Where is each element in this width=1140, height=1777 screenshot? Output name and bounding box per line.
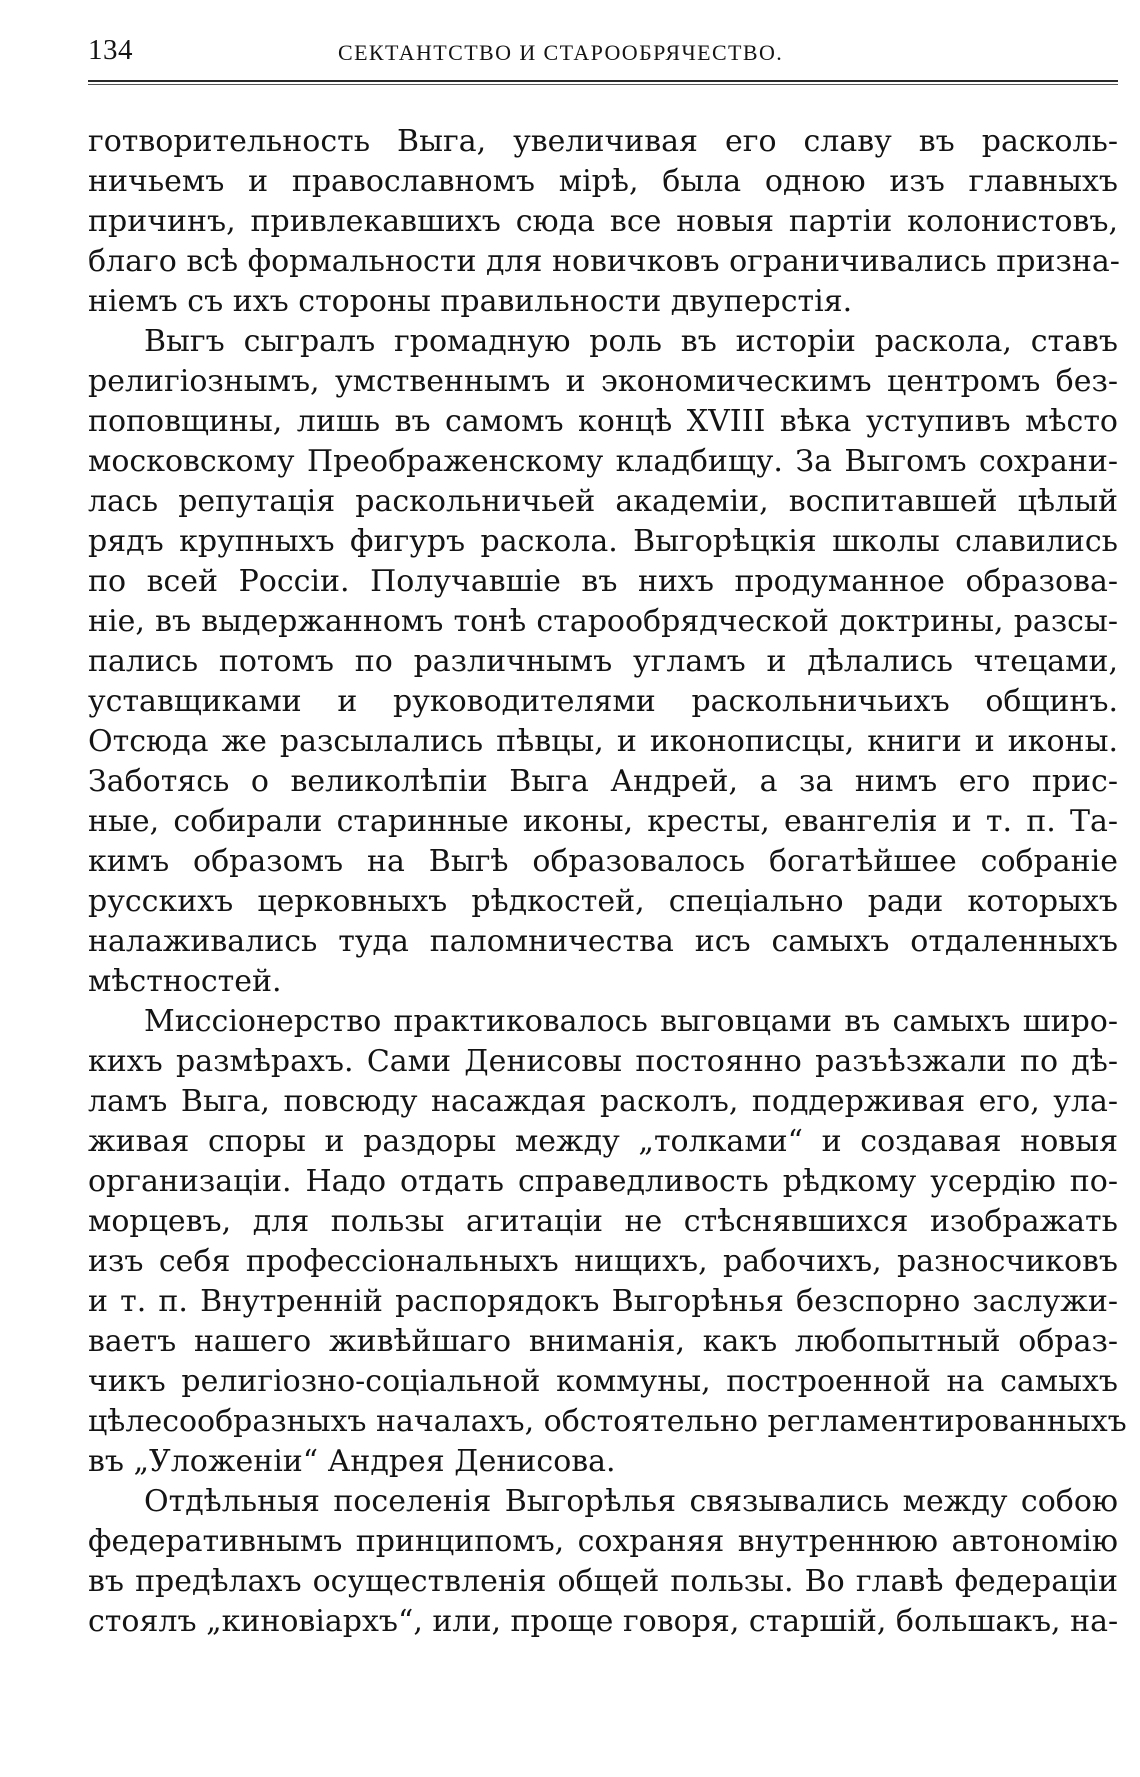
text-line: уставщиками и руководителями раскольничьихъ общинъ. bbox=[88, 684, 1118, 719]
text-line: по всей Россіи. Получавшіе въ нихъ продуманное образова- bbox=[88, 564, 1118, 599]
text-line: федеративнымъ принципомъ, сохраняя внутреннюю автономію bbox=[88, 1524, 1118, 1559]
page-header bbox=[88, 28, 1118, 76]
text-line: пались потомъ по различнымъ угламъ и дѣлались чтецами, bbox=[88, 644, 1118, 679]
text-line: ламъ Выга, повсюду насаждая расколъ, поддерживая его, ула- bbox=[88, 1084, 1118, 1119]
text-line: мѣстностей. bbox=[88, 964, 282, 999]
book-page bbox=[88, 28, 1127, 1639]
text-line: въ предѣлахъ осуществленія общей пользы. Во главѣ федераціи bbox=[88, 1564, 1118, 1599]
header-rule-thin bbox=[88, 84, 1118, 85]
text-line: кихъ размѣрахъ. Сами Денисовы постоянно разъѣзжали по дѣ- bbox=[88, 1044, 1118, 1079]
text-line: поповщины, лишь въ самомъ концѣ XVIII вѣка уступивъ мѣсто bbox=[88, 404, 1118, 439]
text-line: Выгъ сыгралъ громадную роль въ исторіи раскола, ставъ bbox=[144, 324, 1118, 359]
text-line: благо всѣ формальности для новичковъ ограничивались призна- bbox=[88, 244, 1120, 279]
text-line: кимъ образомъ на Выгѣ образовалось богатѣйшее собраніе bbox=[88, 844, 1118, 879]
text-line: Отсюда же разсылались пѣвцы, и иконописцы, книги и иконы. bbox=[88, 724, 1118, 759]
text-line: ные, собирали старинные иконы, кресты, евангелія и т. п. Та- bbox=[88, 804, 1118, 839]
text-line: цѣлесообразныхъ началахъ, обстоятельно регламентированныхъ bbox=[88, 1404, 1127, 1439]
text-line: организаціи. Надо отдать справедливость рѣдкому усердію по- bbox=[88, 1164, 1118, 1199]
text-line: религіознымъ, умственнымъ и экономическимъ центромъ без- bbox=[88, 364, 1118, 399]
page-number: 134 bbox=[88, 34, 133, 66]
text-line: и т. п. Внутренній распорядокъ Выгорѣнья безспорно заслужи- bbox=[88, 1284, 1118, 1319]
text-line: въ „Уложеніи“ Андрея Денисова. bbox=[88, 1444, 616, 1479]
text-line: Заботясь о великолѣпіи Выга Андрей, а за нимъ его прис- bbox=[88, 764, 1118, 799]
text-line: ничьемъ и православномъ мірѣ, была одною изъ главныхъ bbox=[88, 164, 1118, 199]
text-line: ніе, въ выдержанномъ тонѣ старообрядческой доктрины, разсы- bbox=[88, 604, 1118, 639]
text-line: русскихъ церковныхъ рѣдкостей, спеціально ради которыхъ bbox=[88, 884, 1118, 919]
text-line: морцевъ, для пользы агитаціи не стѣснявшихся изображать bbox=[88, 1204, 1118, 1239]
text-line: причинъ, привлекавшихъ сюда все новыя партіи колонистовъ, bbox=[88, 204, 1118, 239]
header-rule bbox=[88, 80, 1118, 82]
text-line: изъ себя профессіональныхъ нищихъ, рабочихъ, разносчиковъ bbox=[88, 1244, 1118, 1279]
running-title: СЕКТАНТСТВО И СТАРООБРЯЧЕСТВО. bbox=[338, 40, 784, 65]
text-line: живая споры и раздоры между „толками“ и создавая новыя bbox=[88, 1124, 1118, 1159]
text-line: лась репутація раскольничьей академіи, воспитавшей цѣлый bbox=[88, 484, 1118, 519]
text-line: чикъ религіозно-соціальной коммуны, построенной на самыхъ bbox=[88, 1364, 1118, 1399]
text-line: московскому Преображенскому кладбищу. За Выгомъ сохрани- bbox=[88, 444, 1118, 479]
text-line: Отдѣльныя поселенія Выгорѣлья связывались между собою bbox=[144, 1484, 1118, 1519]
text-line: Миссіонерство практиковалось выговцами въ самыхъ широ- bbox=[144, 1004, 1118, 1039]
text-line: ваетъ нашего живѣйшаго вниманія, какъ любопытный образ- bbox=[88, 1324, 1118, 1359]
text-line: рядъ крупныхъ фигуръ раскола. Выгорѣцкія школы славились bbox=[88, 524, 1118, 559]
text-line: ніемъ съ ихъ стороны правильности двуперстія. bbox=[88, 284, 853, 319]
text-line: стоялъ „киновіархъ“, или, проще говоря, старшій, большакъ, на- bbox=[88, 1604, 1119, 1639]
text-line: налаживались туда паломничества исъ самыхъ отдаленныхъ bbox=[88, 924, 1118, 959]
text-line: готворительность Выга, увеличивая его славу въ расколь- bbox=[88, 124, 1118, 159]
body-text bbox=[88, 122, 1127, 1642]
